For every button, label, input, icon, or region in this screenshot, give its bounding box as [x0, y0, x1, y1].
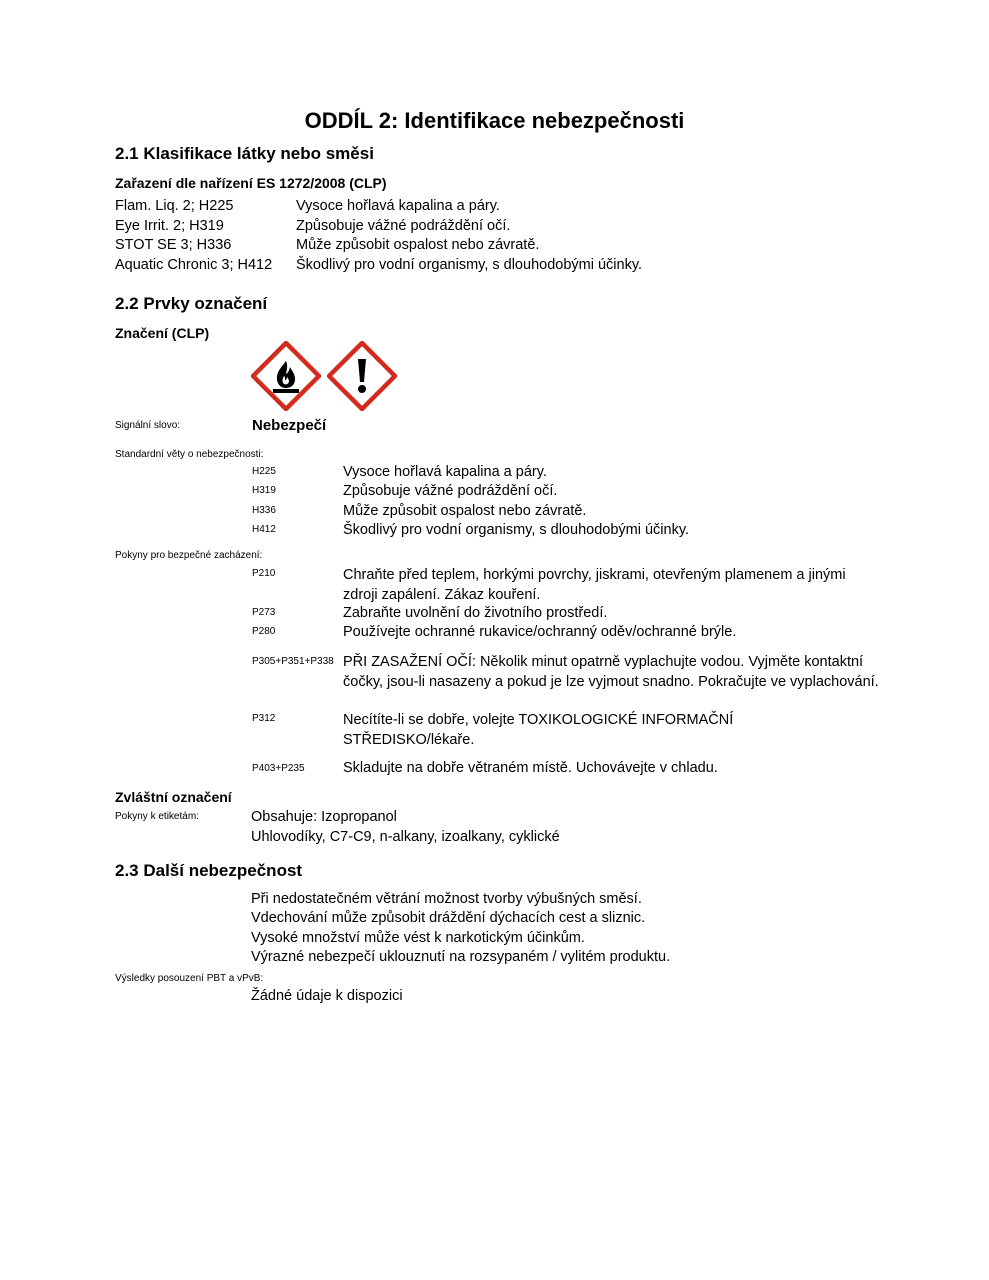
classification-code: Eye Irrit. 2; H319 — [115, 218, 224, 234]
hazard-code: H319 — [252, 485, 276, 496]
precaution-code: P403+P235 — [252, 763, 305, 774]
other-hazard-line: Vdechování může způsobit dráždění dýchacích cest a sliznic. — [251, 910, 646, 926]
contains-line: Uhlovodíky, C7-C9, n-alkany, izoalkany, cyklické — [251, 829, 560, 845]
heading-2-2: 2.2 Prvky označení — [115, 294, 268, 313]
flame-icon — [251, 341, 321, 411]
hazard-code: H336 — [252, 505, 276, 516]
exclamation-icon — [327, 341, 397, 411]
precaution-code: P305+P351+P338 — [252, 656, 334, 667]
subheading-clp-labelling: Značení (CLP) — [115, 325, 210, 341]
hazard-text: Škodlivý pro vodní organismy, s dlouhodobými účinky. — [343, 522, 690, 538]
signal-word-label: Signální slovo: — [115, 420, 181, 431]
hazard-text: Způsobuje vážné podráždění očí. — [343, 483, 558, 499]
pbt-label: Výsledky posouzení PBT a vPvB: — [115, 973, 264, 984]
hazard-statements-label: Standardní věty o nebezpečnosti: — [115, 449, 264, 460]
hazard-code: H225 — [252, 466, 276, 477]
heading-2-1: 2.1 Klasifikace látky nebo směsi — [115, 144, 374, 163]
other-hazard-line: Vysoké množství může vést k narkotickým účinkům. — [251, 930, 585, 946]
other-hazard-line: Při nedostatečném větrání možnost tvorby výbušných směsí. — [251, 891, 642, 907]
precaution-text: Skladujte na dobře větraném místě. Uchovávejte v chladu. — [343, 760, 718, 776]
signal-word: Nebezpečí — [252, 417, 327, 434]
section-title: ODDÍL 2: Identifikace nebezpečnosti — [304, 108, 685, 133]
classification-code: STOT SE 3; H336 — [115, 237, 232, 253]
classification-text: Může způsobit ospalost nebo závratě. — [296, 237, 540, 253]
other-hazard-line: Výrazné nebezpečí uklouznutí na rozsypaném / vylitém produktu. — [251, 949, 671, 965]
precaution-code: P280 — [252, 626, 276, 637]
classification-text: Způsobuje vážné podráždění očí. — [296, 218, 511, 234]
classification-code: Flam. Liq. 2; H225 — [115, 198, 234, 214]
subheading-clp-classification: Zařazení dle nařízení ES 1272/2008 (CLP) — [115, 175, 387, 191]
precaution-text: Zabraňte uvolnění do životního prostředí. — [343, 605, 608, 621]
precaution-code: P210 — [252, 568, 276, 579]
contains-line: Obsahuje: Izopropanol — [251, 809, 397, 825]
special-labelling-heading: Zvláštní označení — [115, 789, 232, 805]
hazard-code: H412 — [252, 524, 276, 535]
label-hint-label: Pokyny k etiketám: — [115, 811, 199, 822]
classification-text: Škodlivý pro vodní organismy, s dlouhodobými účinky. — [296, 257, 643, 273]
precaution-text: Chraňte před teplem, horkými povrchy, jiskrami, otevřeným plamenem a jinými zdroji zapálení. Zákaz kouření. — [343, 567, 846, 603]
precaution-text: PŘI ZASAŽENÍ OČÍ: Několik minut opatrně vyplachujte vodou. Vyjměte kontaktní čočky, jsou-li nasazeny a pokud je lze vyjmout snadno. Pokračujte ve vyplachování. — [343, 654, 879, 690]
precaution-code: P273 — [252, 607, 276, 618]
classification-text: Vysoce hořlavá kapalina a páry. — [296, 198, 500, 214]
heading-2-3: 2.3 Další nebezpečnost — [115, 861, 303, 880]
hazard-text: Může způsobit ospalost nebo závratě. — [343, 503, 587, 519]
precaution-code: P312 — [252, 713, 276, 724]
precaution-text: Používejte ochranné rukavice/ochranný oděv/ochranné brýle. — [343, 624, 737, 640]
pbt-value: Žádné údaje k dispozici — [251, 988, 403, 1004]
precautionary-statements-label: Pokyny pro bezpečné zacházení: — [115, 550, 263, 561]
precaution-text: Necítíte-li se dobře, volejte TOXIKOLOGICKÉ INFORMAČNÍ STŘEDISKO/lékaře. — [343, 712, 734, 748]
hazard-text: Vysoce hořlavá kapalina a páry. — [343, 464, 547, 480]
classification-code: Aquatic Chronic 3; H412 — [115, 257, 273, 273]
